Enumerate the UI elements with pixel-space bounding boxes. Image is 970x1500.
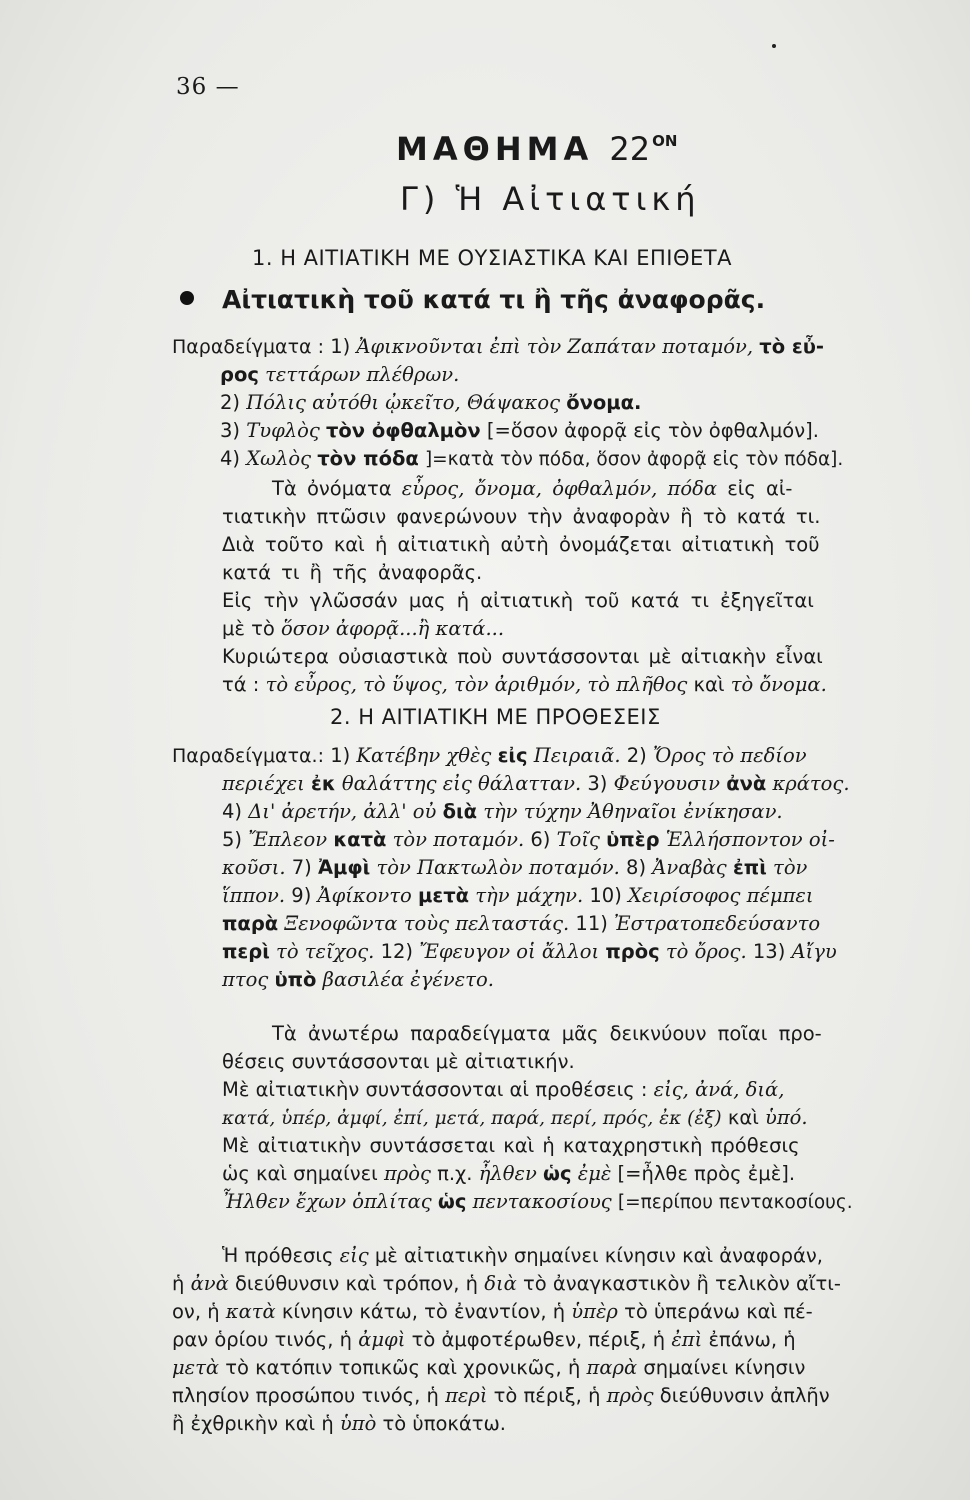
text-run: ἢ ἐχθρικὴν καὶ ἡ <box>172 1412 334 1435</box>
text-run: περὶ <box>445 1384 488 1407</box>
text-run: ὡς <box>543 1162 572 1185</box>
text-run: καὶ <box>693 673 725 696</box>
example-line <box>222 800 783 824</box>
example-gloss: [=ὅσον ἀφορᾷ εἰς τὸν ὀφθαλμόν]. <box>486 419 819 442</box>
text-run: ὡς <box>437 1190 467 1213</box>
example-keyword: τὸν πόδα <box>317 447 419 470</box>
example-line <box>220 447 843 472</box>
text-run: ἡ <box>172 1272 185 1295</box>
paragraph-line: τιατικὴν πτῶσιν φανερώνουν τὴν ἀναφορὰν ἢ τὸ κατά τι. <box>222 505 821 528</box>
text-run: τὸ ὄνομα. <box>730 673 827 696</box>
preposition: περὶ <box>222 940 270 963</box>
example-text: περιέχει <box>222 772 305 795</box>
example-text: Ἀναβὰς <box>652 856 727 879</box>
example-gloss: ]=κατὰ τὸν πόδα, ὅσον ἀφορᾷ εἰς τὸν πόδα]. <box>424 449 844 470</box>
text-run: [=ἦλθε πρὸς ἐμὲ]. <box>617 1162 796 1185</box>
example-line <box>220 363 459 387</box>
paragraph-line <box>172 1300 813 1324</box>
text-run: [=περίπου πεντακοσίους. <box>617 1192 853 1213</box>
text-run: τὸ εὖρος, τὸ ὕψος, τὸν ἀριθμόν, τὸ πλῆθος <box>265 673 688 696</box>
text-run: εἰς αἰ- <box>727 477 793 500</box>
paragraph-line <box>222 1162 795 1186</box>
text-run: ὅσον ἀφορᾷ.. <box>281 617 412 640</box>
example-text: Πειραιᾶ. <box>533 744 621 767</box>
example-text: Ἔπλεον <box>248 828 328 851</box>
example-text: Φεύγουσιν <box>613 772 720 795</box>
text-run: ραν ὁρίου τινός, ἡ <box>172 1328 353 1351</box>
bullet-icon <box>180 291 194 305</box>
text-run: καὶ <box>727 1106 759 1129</box>
part1-subheading-text: Αἰτιατικὴ τοῦ κατά τι ἢ τῆς ἀναφορᾶς. <box>222 285 766 314</box>
text-run: ἐμὲ <box>577 1162 612 1185</box>
lesson-number: 22 <box>609 130 651 168</box>
example-text: Ἀφίκοντο <box>317 884 412 907</box>
paragraph-line: Εἰς τὴν γλῶσσάν μας ἡ αἰτιατικὴ τοῦ κατά τι ἐξηγεῖται <box>222 589 814 612</box>
example-number: 4) <box>222 800 243 823</box>
text-run: .ἢ κατά... <box>411 617 505 640</box>
preposition: ἐπὶ <box>732 856 767 879</box>
paragraph-line: Μὲ αἰτιατικὴν συντάσσεται καὶ ἡ καταχρηστικὴ πρόθεσις <box>222 1134 800 1157</box>
example-text: Χειρίσοφος πέμπει <box>628 884 814 907</box>
preposition: πρὸς <box>605 940 660 963</box>
example-keyword: τὸν ὀφθαλμὸν <box>325 419 481 442</box>
example-number: 1) <box>330 744 351 767</box>
text-run: Ἡ πρόθεσις <box>222 1244 334 1267</box>
example-text: τὴν τύχην Ἀθηναῖοι ἐνίκησαν. <box>483 800 783 823</box>
lesson-suffix: ΟΝ <box>652 132 678 150</box>
text-run: σημαίνει κίνησιν <box>643 1356 806 1379</box>
ink-speck <box>772 44 776 48</box>
example-text: τεττάρων πλέθρων. <box>265 363 460 386</box>
text-run: πεντακοσίους <box>472 1190 612 1213</box>
example-line <box>220 419 819 443</box>
section-title: Γ) Ἡ Αἰτιατική <box>400 180 701 218</box>
example-line <box>222 828 835 852</box>
paragraph-line <box>172 1412 506 1436</box>
text-run: κατὰ <box>225 1300 276 1323</box>
example-line <box>220 391 641 415</box>
example-line <box>222 968 494 992</box>
text-run: διὰ <box>484 1272 517 1295</box>
preposition: ὑπὲρ <box>606 828 660 851</box>
paragraph-line <box>222 1244 823 1268</box>
example-text: ἵππον. <box>222 884 286 907</box>
example-number: 4) <box>220 447 241 470</box>
text-run: πρὸς <box>383 1162 431 1185</box>
text-run: εὖρος, ὄνομα, ὀφθαλμόν, πόδα <box>401 477 717 500</box>
part1-heading: 1. Η ΑΙΤΙΑΤΙΚΗ ΜΕ ΟΥΣΙΑΣΤΙΚΑ ΚΑΙ ΕΠΙΘΕΤΑ <box>252 246 732 270</box>
text-run: ἀμφὶ <box>358 1328 406 1351</box>
example-text: πτος <box>222 968 269 991</box>
text-run: τὸ ἀναγκαστικὸν ἢ τελικὸν αἴτι- <box>522 1272 841 1295</box>
example-number: 6) <box>530 828 551 851</box>
text-run: μετὰ <box>172 1356 220 1379</box>
example-text: τὸν ποταμόν. <box>392 828 525 851</box>
text-run: μὲ τὸ <box>222 617 275 640</box>
example-text: Πόλις αὐτόθι ᾠκεῖτο, Θάψακος <box>246 391 561 414</box>
text-run: ὑπό. <box>765 1106 808 1129</box>
text-run: π.χ. <box>437 1162 473 1185</box>
paragraph-line: Τὰ ἀνωτέρω παραδείγματα μᾶς δεικνύουν ποῖαι προ- <box>272 1022 822 1045</box>
lesson-word: ΜΑΘΗΜΑ <box>396 130 594 168</box>
preposition: ὑπὸ <box>274 968 317 991</box>
example-keyword: τὸ εὖ- <box>759 335 825 358</box>
paragraph-line <box>272 477 792 501</box>
paragraph-line <box>172 1328 796 1352</box>
example-number: 8) <box>626 856 647 879</box>
text-run: κατά, ὑπέρ, ἀμφί, ἐπί, μετά, παρά, περί, πρός, ἐκ (ἐξ) <box>222 1108 722 1129</box>
preposition: κατὰ <box>333 828 387 851</box>
text-run: ὡς καὶ σημαίνει <box>222 1162 378 1185</box>
example-number: 5) <box>222 828 243 851</box>
lesson-title <box>396 130 677 168</box>
text-run: πρὸς <box>606 1384 654 1407</box>
paragraph-line: Διὰ τοῦτο καὶ ἡ αἰτιατικὴ αὐτὴ ὀνομάζεται αἰτιατικὴ τοῦ <box>222 533 820 556</box>
example-text: Ὄρος τὸ πεδίον <box>652 744 807 767</box>
text-run: εἰς <box>339 1244 369 1267</box>
text-run: τὸ ὑποκάτω. <box>382 1412 506 1435</box>
example-text: Ξενοφῶντα τοὺς πελταστάς. <box>284 912 570 935</box>
text-run: τὸ ὑπεράνω καὶ πέ- <box>624 1300 813 1323</box>
example-number: 9) <box>291 884 312 907</box>
paragraph-line <box>172 1356 805 1380</box>
example-line <box>172 335 824 359</box>
example-text: κράτος. <box>772 772 850 795</box>
example-text: Ἔφευγον οἱ ἄλλοι <box>419 940 600 963</box>
text-run: Μὲ αἰτιατικὴν συντάσσονται αἱ προθέσεις : <box>222 1078 648 1101</box>
text-run: ὑπὲρ <box>571 1300 618 1323</box>
example-text: τὸ τεῖχος. <box>276 940 375 963</box>
paragraph-line <box>222 617 504 641</box>
text-run: μὲ αἰτιατικὴν σημαίνει κίνησιν καὶ ἀναφοράν, <box>374 1244 823 1267</box>
example-number: 2) <box>626 744 647 767</box>
example-number: 3) <box>587 772 608 795</box>
example-keyword: ὄνομα. <box>566 391 642 414</box>
example-text: Δι' ἀρετήν, ἀλλ' οὐ <box>248 800 437 823</box>
paragraph-line <box>172 1384 830 1408</box>
text-run: παρὰ <box>586 1356 638 1379</box>
preposition: εἰς <box>497 744 528 767</box>
example-number: 11) <box>575 912 608 935</box>
example-number: 1) <box>330 335 351 358</box>
text-run: πλησίον προσώπου τινός, ἡ <box>172 1384 439 1407</box>
example-text: Αἴγυ <box>791 940 837 963</box>
text-run: τά : <box>222 673 260 696</box>
preposition: διὰ <box>442 800 477 823</box>
paragraph-line: Κυριώτερα οὐσιαστικὰ ποὺ συντάσσονται μὲ αἰτιακὴν εἶναι <box>222 645 823 668</box>
example-line <box>222 940 837 964</box>
example-text: κοῦσι. <box>222 856 286 879</box>
page-number: 36 — <box>176 74 240 100</box>
example-number: 10) <box>589 884 622 907</box>
part1-subheading <box>180 285 765 314</box>
preposition: Ἀμφὶ <box>317 856 371 879</box>
example-line <box>222 884 814 908</box>
example-keyword: ρος <box>220 363 259 386</box>
example-text: Τυφλὸς <box>246 419 320 442</box>
preposition: παρὰ <box>222 912 279 935</box>
example-text: τὸν Πακτωλὸν ποταμόν. <box>376 856 620 879</box>
paragraph-line <box>222 673 827 697</box>
text-run: ον, ἡ <box>172 1300 220 1323</box>
example-number: 2) <box>220 391 241 414</box>
text-run: ἐπάνω, ἡ <box>708 1328 796 1351</box>
example-number: 7) <box>291 856 312 879</box>
example-text: τὸν <box>773 856 808 879</box>
paragraph-line: θέσεις συντάσσονται μὲ αἰτιατικήν. <box>222 1050 575 1073</box>
example-text: Χωλὸς <box>246 447 312 470</box>
preposition: μετὰ <box>418 884 470 907</box>
text-run: ἦλθεν <box>478 1162 537 1185</box>
example-line <box>222 856 807 880</box>
example-text: Ἐστρατοπεδεύσαντο <box>614 912 821 935</box>
example-number: 12) <box>380 940 413 963</box>
examples-label: Παραδείγματα.: <box>172 745 324 767</box>
text-run: εἰς, ἀνά, διά, <box>653 1078 785 1101</box>
text-run: ὑπὸ <box>339 1412 377 1435</box>
preposition: ἐκ <box>310 772 336 795</box>
example-number: 3) <box>220 419 241 442</box>
text-run: διεύθυνσιν καὶ τρόπον, ἡ <box>234 1272 478 1295</box>
text-run: διεύθυνσιν ἀπλῆν <box>659 1384 830 1407</box>
text-run: ἀνὰ <box>190 1272 229 1295</box>
examples-label: Παραδείγματα : <box>172 336 324 358</box>
text-run: τὸ κατόπιν τοπικῶς καὶ χρονικῶς, ἡ <box>225 1356 581 1379</box>
text-run: κίνησιν κάτω, τὸ ἐναντίον, ἡ <box>281 1300 566 1323</box>
paragraph-line <box>222 1078 784 1102</box>
example-text: Τοῖς <box>556 828 600 851</box>
example-number: 13) <box>752 940 786 963</box>
text-run: τὸ ἀμφοτέρωθεν, πέριξ, ἡ <box>411 1328 666 1351</box>
preposition: ἀνὰ <box>726 772 767 795</box>
paragraph-line <box>222 1106 808 1131</box>
paragraph-line: κατά τι ἢ τῆς ἀναφορᾶς. <box>222 561 483 584</box>
example-text: θαλάττης εἰς θάλατταν. <box>341 772 582 795</box>
text-run: ἐπὶ <box>671 1328 703 1351</box>
paragraph-line <box>172 1272 841 1296</box>
example-text: τὸ ὄρος. <box>665 940 747 963</box>
paragraph-line <box>222 1190 853 1215</box>
example-text: βασιλέα ἐγένετο. <box>322 968 494 991</box>
example-text: Κατέβην χθὲς <box>356 744 492 767</box>
example-text: Ἑλλήσποντον οἰ- <box>665 828 835 851</box>
example-text: τὴν μάχην. <box>475 884 584 907</box>
text-run: Ἦλθεν ἔχων ὁπλίτας <box>222 1190 432 1213</box>
example-line <box>222 912 820 936</box>
text-run: τὸ πέριξ, ἡ <box>493 1384 601 1407</box>
example-text: Ἀφικνοῦνται ἐπὶ τὸν Ζαπάταν ποταμόν, <box>356 335 754 358</box>
part2-heading: 2. Η ΑΙΤΙΑΤΙΚΗ ΜΕ ΠΡΟΘΕΣΕΙΣ <box>330 705 661 729</box>
example-line <box>172 744 807 768</box>
text-run: Τὰ ὀνόματα <box>272 477 392 500</box>
example-line <box>222 772 850 796</box>
